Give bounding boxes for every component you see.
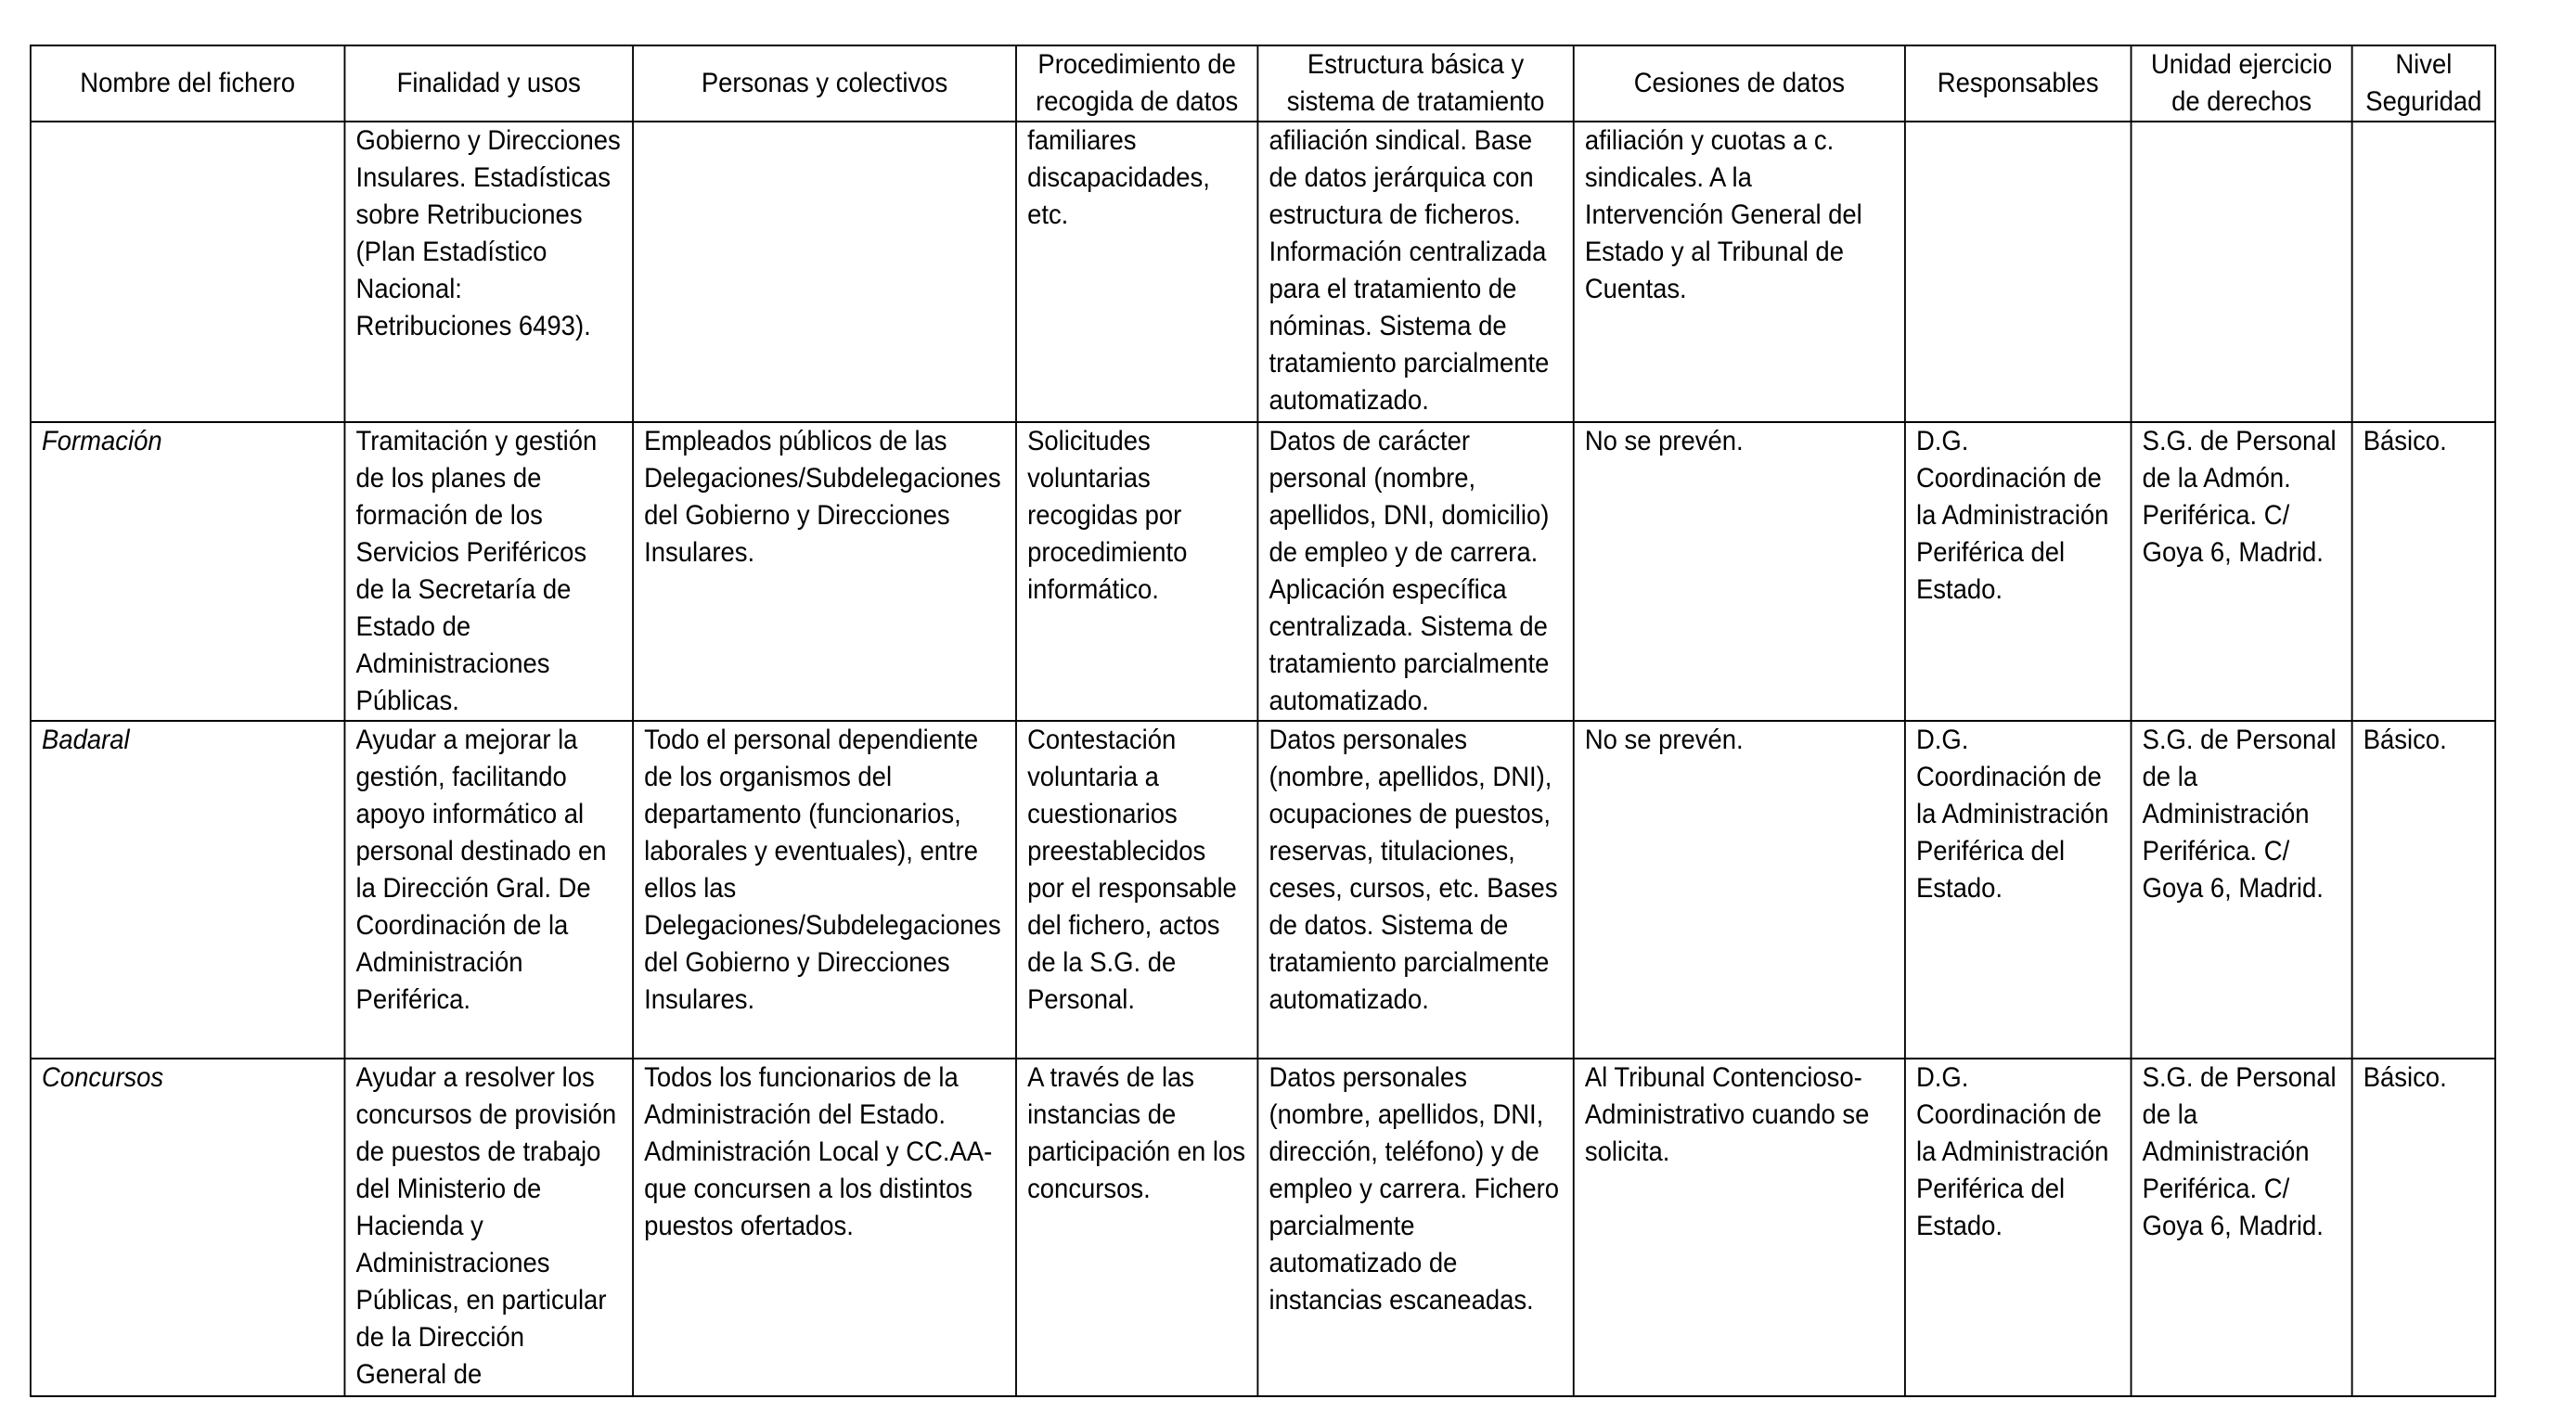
- cell-text: No se prevén.: [1584, 426, 1744, 456]
- header-responsables: Responsables: [1905, 45, 2132, 122]
- cell-nombre: [31, 721, 345, 1059]
- cell-nombre: [31, 1059, 345, 1396]
- cell-text: S.G. de Personal de la Administración Periférica. C/ Goya 6, Madrid.: [2142, 1062, 2337, 1241]
- cell-unidad: [2132, 422, 2352, 721]
- cell-text: D.G. Coordinación de la Administración Periférica del Estado.: [1915, 1062, 2109, 1241]
- cell-text: Básico.: [2363, 426, 2447, 456]
- cell-procedimiento: [1016, 122, 1257, 422]
- header-unidad: Unidad ejercicio de derechos: [2132, 45, 2352, 122]
- cell-text: Al Tribunal Contencioso-Administrativo cuando se solicita.: [1584, 1062, 1870, 1167]
- cell-responsables: [1905, 422, 2132, 721]
- cell-personas: [633, 1059, 1016, 1396]
- table-body: [31, 122, 2495, 1396]
- header-cesiones: Cesiones de datos: [1574, 45, 1905, 122]
- cell-text: D.G. Coordinación de la Administración Periférica del Estado.: [1915, 725, 2109, 904]
- cell-text: No se prevén.: [1584, 725, 1744, 755]
- cell-nivel: [2352, 422, 2495, 721]
- header-nombre: Nombre del fichero: [31, 45, 345, 122]
- cell-finalidad: [344, 122, 633, 422]
- cell-text: Datos personales (nombre, apellidos, DNI, dirección, teléfono) y de empleo y carrera. Fichero parcialmente automatizado de instancias escaneadas.: [1269, 1062, 1560, 1316]
- table-row: [31, 1059, 2495, 1396]
- cell-unidad: [2132, 1059, 2352, 1396]
- cell-text: afiliación sindical. Base de datos jerárquica con estructura de ficheros. Información centralizada para el tratamiento de nóminas. Sistema de tratamiento parcialmente automatizado.: [1269, 125, 1550, 416]
- cell-text: Formación: [42, 426, 162, 456]
- cell-text: A través de las instancias de participación en los concursos.: [1027, 1062, 1245, 1204]
- cell-responsables: [1905, 122, 2132, 422]
- cell-text: Todo el personal dependiente de los organismos del departamento (funcionarios, laborales y eventuales), entre ellos las Delegaciones/Subdelegaciones del Gobierno y Direcciones Insulares.: [644, 725, 1001, 1015]
- cell-text: Ayudar a mejorar la gestión, facilitando apoyo informático al personal destinado en la Dirección Gral. De Coordinación de la Administración Periférica.: [355, 725, 607, 1015]
- cell-responsables: [1905, 721, 2132, 1059]
- cell-text: Datos personales (nombre, apellidos, DNI), ocupaciones de puestos, reservas, titulaciones, ceses, cursos, etc. Bases de datos. Sistema de tratamiento parcialmente automatizado.: [1269, 725, 1558, 1015]
- table-row: [31, 721, 2495, 1059]
- cell-procedimiento: [1016, 1059, 1257, 1396]
- cell-text: Solicitudes voluntarias recogidas por procedimiento informático.: [1027, 426, 1188, 605]
- cell-nivel: [2352, 1059, 2495, 1396]
- header-row: [31, 45, 2495, 122]
- cell-cesiones: [1574, 1059, 1905, 1396]
- cell-finalidad: [344, 1059, 633, 1396]
- cell-text: Empleados públicos de las Delegaciones/Subdelegaciones del Gobierno y Direcciones Insulares.: [644, 426, 1001, 568]
- cell-cesiones: [1574, 422, 1905, 721]
- cell-nombre: [31, 122, 345, 422]
- cell-procedimiento: [1016, 422, 1257, 721]
- cell-text: Contestación voluntaria a cuestionarios preestablecidos por el responsable del fichero, actos de la S.G. de Personal.: [1027, 725, 1237, 1015]
- cell-text: S.G. de Personal de la Admón. Periférica. C/ Goya 6, Madrid.: [2142, 426, 2337, 568]
- table-row: [31, 422, 2495, 721]
- cell-text: Gobierno y Direcciones Insulares. Estadísticas sobre Retribuciones (Plan Estadístico Nacional: Retribuciones 6493).: [355, 125, 621, 341]
- cell-text: S.G. de Personal de la Administración Periférica. C/ Goya 6, Madrid.: [2142, 725, 2337, 904]
- cell-unidad: [2132, 122, 2352, 422]
- cell-finalidad: [344, 721, 633, 1059]
- cell-text: Ayudar a resolver los concursos de provisión de puestos de trabajo del Ministerio de Hacienda y Administraciones Públicas, en particular de la Dirección General de: [355, 1062, 617, 1390]
- cell-text: D.G. Coordinación de la Administración Periférica del Estado.: [1915, 426, 2109, 605]
- cell-responsables: [1905, 1059, 2132, 1396]
- table-header: [31, 45, 2495, 122]
- cell-text: familiares discapacidades, etc.: [1027, 125, 1210, 230]
- cell-estructura: [1257, 721, 1573, 1059]
- cell-estructura: [1257, 422, 1573, 721]
- cell-nivel: [2352, 721, 2495, 1059]
- cell-personas: [633, 721, 1016, 1059]
- cell-procedimiento: [1016, 721, 1257, 1059]
- cell-cesiones: [1574, 122, 1905, 422]
- header-personas: Personas y colectivos: [633, 45, 1016, 122]
- cell-text: Todos los funcionarios de la Administración del Estado. Administración Local y CC.AA- que concursen a los distintos puestos ofertados.: [644, 1062, 993, 1241]
- cell-nombre: [31, 422, 345, 721]
- cell-unidad: [2132, 721, 2352, 1059]
- cell-nivel: [2352, 122, 2495, 422]
- cell-text: Concursos: [42, 1062, 164, 1093]
- data-files-table: [30, 45, 2496, 1397]
- cell-text: Datos de carácter personal (nombre, apellidos, DNI, domicilio) de empleo y de carrera. Aplicación específica centralizada. Sistema de tratamiento parcialmente automatizado.: [1269, 426, 1550, 716]
- header-nivel: Nivel Seguridad: [2352, 45, 2495, 122]
- cell-text: Tramitación y gestión de los planes de formación de los Servicios Periféricos de la Secretaría de Estado de Administraciones Públicas.: [355, 426, 598, 716]
- table-row: [31, 122, 2495, 422]
- header-estructura: Estructura básica y sistema de tratamiento: [1257, 45, 1573, 122]
- cell-estructura: [1257, 122, 1573, 422]
- cell-personas: [633, 122, 1016, 422]
- cell-text: Badaral: [42, 725, 130, 755]
- header-finalidad: Finalidad y usos: [344, 45, 633, 122]
- header-procedimiento: Procedimiento de recogida de datos: [1016, 45, 1257, 122]
- cell-estructura: [1257, 1059, 1573, 1396]
- cell-text: Básico.: [2363, 725, 2447, 755]
- cell-cesiones: [1574, 721, 1905, 1059]
- cell-text: afiliación y cuotas a c. sindicales. A la Intervención General del Estado y al Tribunal de Cuentas.: [1584, 125, 1862, 304]
- cell-finalidad: [344, 422, 633, 721]
- cell-text: Básico.: [2363, 1062, 2447, 1093]
- cell-personas: [633, 422, 1016, 721]
